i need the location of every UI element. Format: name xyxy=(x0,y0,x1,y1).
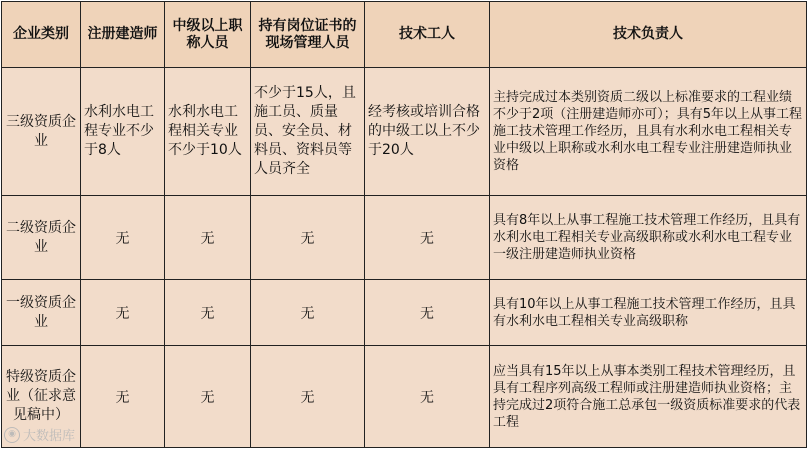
table-row xyxy=(2,280,807,346)
header-tech-lead: 技术负责人 xyxy=(490,2,807,68)
cell-registered-builder: 无 xyxy=(81,280,165,346)
header-category: 企业类别 xyxy=(2,2,81,68)
cell-mid-title-staff: 无 xyxy=(165,346,251,448)
row-category: 二级资质企业 xyxy=(2,196,81,280)
row-category: 特级资质企业（征求意见稿中） xyxy=(2,346,81,448)
watermark xyxy=(4,425,75,444)
cell-registered-builder: 无 xyxy=(81,346,165,448)
table-row xyxy=(2,346,807,448)
watermark-text: 大数据库 xyxy=(23,429,76,444)
row-category: 一级资质企业 xyxy=(2,280,81,346)
cell-skilled-workers: 无 xyxy=(365,196,490,280)
cell-tech-lead: 具有8年以上从事工程施工技术管理工作经历，且具有水利水电工程相关专业高级职称或水利水电工程专业一级注册建造师执业资格 xyxy=(490,196,807,280)
header-mid-title-staff: 中级以上职称人员 xyxy=(165,2,251,68)
row-category: 三级资质企业 xyxy=(2,68,81,196)
cell-skilled-workers: 经考核或培训合格的中级工以上不少于20人 xyxy=(365,68,490,196)
cell-tech-lead: 应当具有15年以上从事本类别工程技术管理经历，且具有工程序列高级工程师或注册建造师执业资格；主持完成过2项符合施工总承包一级资质标准要求的代表工程 xyxy=(490,346,807,448)
cell-site-managers: 不少于15人，且施工员、质量员、安全员、材料员、资料员等人员齐全 xyxy=(251,68,365,196)
cell-registered-builder: 无 xyxy=(81,196,165,280)
qualification-table xyxy=(1,1,807,448)
cell-site-managers: 无 xyxy=(251,196,365,280)
cell-mid-title-staff: 无 xyxy=(165,280,251,346)
header-row xyxy=(2,2,807,68)
cell-skilled-workers: 无 xyxy=(365,280,490,346)
cell-registered-builder: 水利水电工程专业不少于8人 xyxy=(81,68,165,196)
header-registered-builder: 注册建造师 xyxy=(81,2,165,68)
cell-site-managers: 无 xyxy=(251,346,365,448)
cell-site-managers: 无 xyxy=(251,280,365,346)
cell-skilled-workers: 无 xyxy=(365,346,490,448)
cell-tech-lead: 主持完成过本类别资质二级以上标准要求的工程业绩不少于2项（注册建造师亦可）；具有5年以上从事工程施工技术管理工作经历，且具有水利水电工程相关专业中级以上职称或水利水电工程专业注册建造师执业资格 xyxy=(490,68,807,196)
camera-icon: ◉ xyxy=(4,427,20,443)
cell-mid-title-staff: 水利水电工程相关专业不少于10人 xyxy=(165,68,251,196)
header-skilled-workers: 技术工人 xyxy=(365,2,490,68)
cell-mid-title-staff: 无 xyxy=(165,196,251,280)
table-row xyxy=(2,68,807,196)
header-site-managers: 持有岗位证书的现场管理人员 xyxy=(251,2,365,68)
table-row xyxy=(2,196,807,280)
cell-tech-lead: 具有10年以上从事工程施工技术管理工作经历，且具有水利水电工程相关专业高级职称 xyxy=(490,280,807,346)
